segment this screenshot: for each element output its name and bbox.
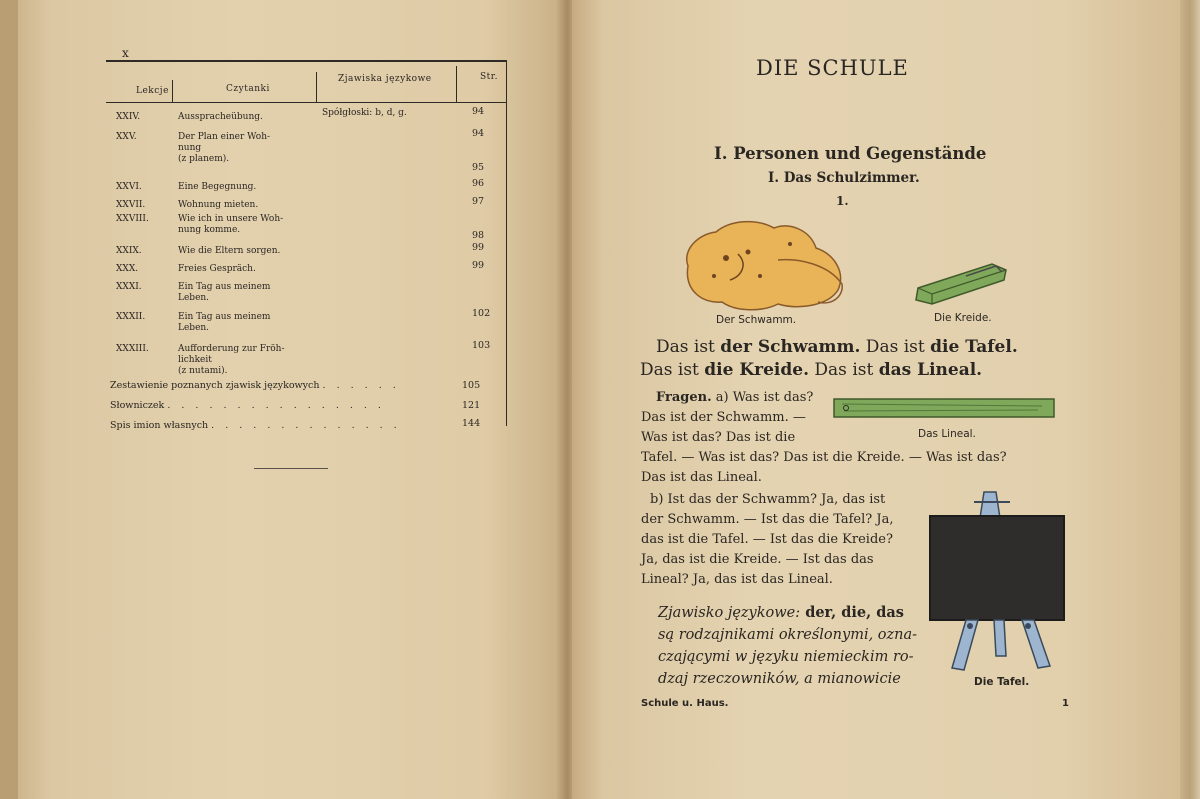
toc-summary-page: 144 — [462, 418, 481, 429]
toc-lesson-title: Ausspracheübung. — [178, 112, 263, 122]
toc-lesson-number: XXX. — [116, 264, 139, 274]
toc-header-readings: Czytanki — [226, 84, 270, 94]
toc-lesson-number: XXVIII. — [116, 214, 149, 224]
toc-lesson-number: XXIX. — [116, 246, 142, 256]
toc-lesson-title: Eine Begegnung. — [178, 182, 257, 192]
toc-phenomenon: Spółgłoski: b, d, g. — [322, 108, 407, 118]
toc-header-page: Str. — [480, 72, 498, 82]
toc-divider — [316, 72, 317, 102]
chalk-caption: Die Kreide. — [934, 312, 992, 324]
toc-page-number: 99 — [472, 260, 485, 271]
questions-b-line: das ist die Tafel. — Ist das die Kreide? — [641, 532, 893, 547]
toc-page-number: 98 — [472, 230, 485, 241]
chalk-illustration — [912, 260, 1010, 306]
toc-lesson-title: Freies Gespräch. — [178, 264, 256, 274]
page-edges — [1180, 0, 1200, 799]
toc-page-number: 95 — [472, 162, 485, 173]
toc-page-number: 102 — [472, 308, 491, 319]
toc-lesson-title: Ein Tag aus meinem Leben. — [178, 312, 271, 333]
toc-lesson-number: XXV. — [116, 132, 137, 142]
questions-b-line: b) Ist das der Schwamm? Ja, das ist — [650, 492, 886, 507]
toc-page-number: 94 — [472, 106, 485, 117]
blackboard-caption: Die Tafel. — [974, 676, 1030, 688]
questions-b-line: Lineal? Ja, das ist das Lineal. — [641, 572, 833, 587]
toc-divider — [456, 66, 457, 102]
questions-a-line: Fragen. a) Was ist das? — [656, 390, 814, 405]
toc-lesson-number: XXVI. — [116, 182, 142, 192]
toc-divider — [172, 80, 173, 102]
toc-summary-row: Zestawienie poznanych zjawisk językowych . . . . . . — [110, 380, 400, 391]
toc-lesson-title: Der Plan einer Woh- nung (z planem). — [178, 132, 271, 164]
toc-lesson-title: Ein Tag aus meinem Leben. — [178, 282, 271, 303]
toc-summary-row: Spis imion własnych . . . . . . . . . . . . . . — [110, 420, 401, 431]
toc-lesson-title: Wohnung mieten. — [178, 200, 259, 210]
subsection-heading: I. Das Schulzimmer. — [768, 170, 920, 186]
toc-header-phenomena: Zjawiska językowe — [338, 74, 432, 84]
toc-page-number: 97 — [472, 196, 485, 207]
toc-lesson-number: XXXII. — [116, 312, 146, 322]
toc-lesson-number: XXXI. — [116, 282, 142, 292]
questions-a-line: Das ist das Lineal. — [641, 470, 762, 485]
toc-lesson-number: XXXIII. — [116, 344, 149, 354]
toc-page-number: 94 — [472, 128, 485, 139]
toc-page-number: 103 — [472, 340, 491, 351]
ruler-illustration — [832, 396, 1056, 420]
toc-header-lessons: Lekcje — [136, 86, 169, 96]
toc-lesson-number: XXVII. — [116, 200, 146, 210]
section-heading: I. Personen und Gegenstände — [714, 144, 987, 163]
questions-a-line: Was ist das? Das ist die — [641, 430, 796, 445]
sponge-illustration — [678, 214, 850, 314]
sponge-caption: Der Schwamm. — [716, 314, 797, 326]
page-numeral: x — [122, 46, 129, 60]
toc-lesson-title: Aufforderung zur Fröh- lichkeit (z nutami). — [178, 344, 285, 376]
toc-summary-page: 121 — [462, 400, 481, 411]
main-sentence-line: Das ist der Schwamm. Das ist die Tafel. — [656, 337, 1018, 357]
main-sentence-line: Das ist die Kreide. Das ist das Lineal. — [640, 360, 983, 380]
lesson-number: 1. — [836, 194, 849, 208]
table-of-contents — [106, 60, 507, 431]
toc-header — [106, 62, 506, 103]
ruler-caption: Das Lineal. — [918, 428, 976, 440]
footer-page-number: 1 — [1062, 698, 1069, 709]
end-rule — [254, 468, 328, 469]
toc-summary-row: Słowniczek . . . . . . . . . . . . . . . . — [110, 400, 385, 411]
blackboard-illustration — [926, 488, 1070, 674]
toc-page-number: 99 — [472, 242, 485, 253]
questions-b-line: der Schwamm. — Ist das die Tafel? Ja, — [641, 512, 894, 527]
toc-summary-page: 105 — [462, 380, 481, 391]
toc-lesson-number: XXIV. — [116, 112, 141, 122]
toc-lesson-title: Wie ich in unsere Woh- nung komme. — [178, 214, 284, 235]
questions-a-line: Das ist der Schwamm. — — [641, 410, 806, 425]
questions-a-line: Tafel. — Was ist das? Das ist die Kreide. — Was ist das? — [641, 450, 1007, 465]
footer-title: Schule u. Haus. — [641, 698, 729, 709]
questions-b-line: Ja, das ist die Kreide. — Ist das das — [641, 552, 874, 567]
toc-lesson-title: Wie die Eltern sorgen. — [178, 246, 281, 256]
page-title: DIE SCHULE — [756, 56, 909, 80]
toc-page-number: 96 — [472, 178, 485, 189]
language-phenomenon-note: Zjawisko językowe: der, die, das są rodzajnikami określonymi, ozna- czającymi w języku niemieckim ro- dzaj rzeczowników, a mianowicie — [658, 604, 918, 687]
